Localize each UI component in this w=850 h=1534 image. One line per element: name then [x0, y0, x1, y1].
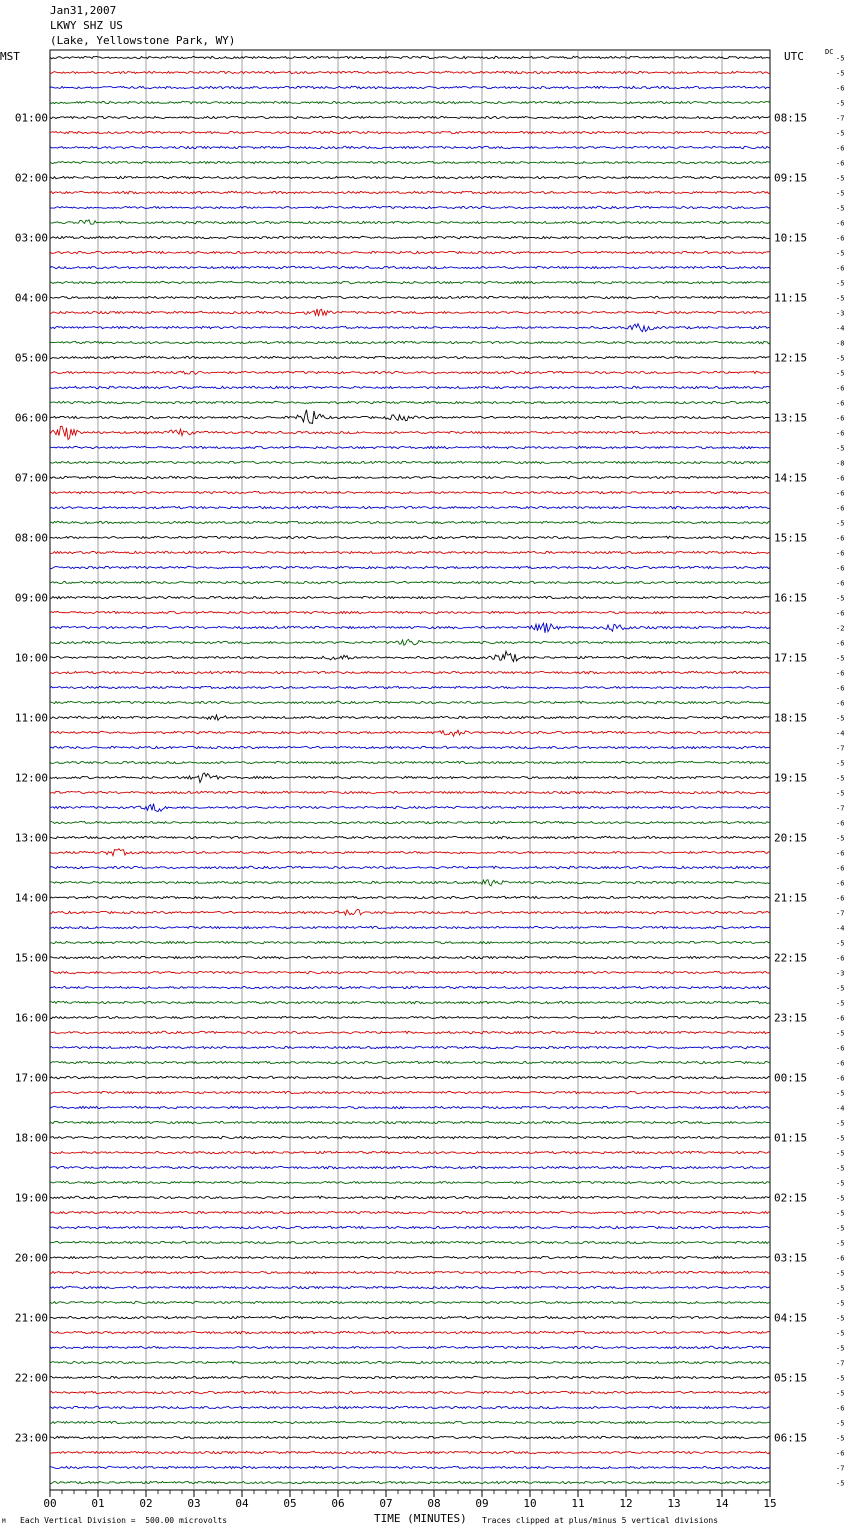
left-hour-label: 14:00: [14, 891, 48, 905]
dc-offset-label: -6: [836, 399, 845, 408]
x-tick-label: 15: [763, 1497, 777, 1510]
dc-offset-label: -6: [836, 819, 845, 828]
seismic-trace: [50, 551, 770, 553]
dc-offset-label: -5: [836, 1329, 845, 1338]
right-hour-label: 11:15: [774, 291, 808, 305]
dc-offset-label: -7: [836, 744, 845, 753]
header-location: (Lake, Yellowstone Park, WY): [50, 34, 236, 47]
left-hour-label: 19:00: [14, 1191, 48, 1205]
dc-offset-label: -5: [836, 174, 845, 183]
dc-offset-label: -5: [836, 834, 845, 843]
seismic-trace: [50, 1016, 770, 1018]
seismic-trace: [50, 161, 770, 163]
seismic-trace: [50, 1391, 770, 1393]
left-hour-label: 07:00: [14, 471, 48, 485]
right-hour-label: 03:15: [774, 1251, 808, 1265]
seismic-trace: [50, 1361, 770, 1364]
dc-offset-label: -6: [836, 489, 845, 498]
dc-offset-label: -3: [836, 309, 845, 318]
dc-offset-label: -5: [836, 1224, 845, 1233]
seismic-trace: [50, 941, 770, 944]
dc-offset-label: -5: [836, 1134, 845, 1143]
dc-offset-label: -7: [836, 114, 845, 123]
dc-offset-label: -5: [836, 444, 845, 453]
left-hour-label: 22:00: [14, 1371, 48, 1385]
seismic-trace: [50, 236, 770, 238]
seismic-trace: [50, 611, 770, 614]
seismic-trace: [50, 446, 770, 449]
seismic-trace: [50, 701, 770, 704]
dc-offset-label: -5: [836, 1089, 845, 1098]
seismic-trace: [50, 356, 770, 358]
dc-offset-label: -5: [836, 1434, 845, 1443]
seismic-trace: [50, 1241, 770, 1243]
dc-label: DC: [825, 48, 834, 56]
seismic-trace: [50, 266, 770, 268]
seismic-trace: [50, 880, 770, 886]
dc-offset-label: -5: [836, 69, 845, 78]
right-hour-label: 20:15: [774, 831, 808, 845]
seismic-trace: [50, 909, 770, 915]
seismic-trace: [50, 506, 770, 509]
seismic-trace: [50, 791, 770, 793]
seismic-trace: [50, 1406, 770, 1408]
dc-offset-label: -6: [836, 474, 845, 483]
dc-offset-label: -6: [836, 1059, 845, 1068]
dc-offset-label: -5: [836, 249, 845, 258]
left-hour-label: 17:00: [14, 1071, 48, 1085]
seismic-trace: [50, 1001, 770, 1004]
dc-offset-label: -6: [836, 669, 845, 678]
vertical-scale-note: Each Vertical Division = 500.00 microvolts: [20, 1516, 228, 1525]
seismic-trace: [50, 623, 770, 633]
seismic-trace: [50, 251, 770, 253]
seismic-trace: [50, 926, 770, 928]
seismic-trace: [50, 1031, 770, 1034]
dc-offset-label: -6: [836, 849, 845, 858]
seismic-trace: [50, 220, 770, 224]
dc-offset-label: -6: [836, 579, 845, 588]
seismic-trace: [50, 86, 770, 89]
dc-offset-label: -6: [836, 1014, 845, 1023]
seismic-trace: [50, 1046, 770, 1048]
dc-offset-label: -5: [836, 369, 845, 378]
seismic-trace: [50, 491, 770, 493]
dc-offset-label: -4: [836, 1104, 845, 1113]
dc-offset-label: -5: [836, 519, 845, 528]
left-hour-label: 05:00: [14, 351, 48, 365]
seismic-trace: [50, 971, 770, 973]
seismic-trace: [50, 730, 770, 736]
seismic-trace: [50, 1166, 770, 1169]
seismic-trace: [50, 371, 770, 374]
dc-offset-label: -5: [836, 354, 845, 363]
dc-offset-label: -4: [836, 924, 845, 933]
right-hour-label: 09:15: [774, 171, 808, 185]
dc-offset-label: -6: [836, 1404, 845, 1413]
dc-offset-label: -5: [836, 1419, 845, 1428]
dc-offset-label: -5: [836, 714, 845, 723]
dc-offset-label: -5: [836, 1164, 845, 1173]
dc-offset-label: -6: [836, 699, 845, 708]
dc-offset-label: -5: [836, 594, 845, 603]
seismic-trace: [50, 566, 770, 568]
seismic-trace: [50, 651, 770, 661]
dc-offset-label: -5: [836, 984, 845, 993]
dc-offset-label: -5: [836, 189, 845, 198]
dc-offset-label: -5: [836, 204, 845, 213]
seismic-trace: [50, 671, 770, 674]
seismic-trace: [50, 1211, 770, 1213]
x-tick-label: 11: [571, 1497, 585, 1510]
dc-offset-label: -5: [836, 1119, 845, 1128]
seismic-trace: [50, 1106, 770, 1109]
dc-offset-label: -5: [836, 789, 845, 798]
dc-offset-label: -6: [836, 84, 845, 93]
seismic-trace: [50, 761, 770, 763]
seismic-trace: [50, 596, 770, 598]
dc-offset-label: -5: [836, 129, 845, 138]
dc-offset-label: -6: [836, 429, 845, 438]
dc-offset-label: -7: [836, 1359, 845, 1368]
dc-offset-label: -5: [836, 1209, 845, 1218]
dc-offset-label: -6: [836, 504, 845, 513]
left-hour-label: 21:00: [14, 1311, 48, 1325]
dc-offset-label: -6: [836, 954, 845, 963]
seismic-trace: [50, 956, 770, 958]
right-timezone-label: UTC: [784, 50, 804, 63]
x-tick-label: 01: [91, 1497, 105, 1510]
seismic-trace: [50, 821, 770, 823]
seismic-trace: [50, 1076, 770, 1078]
seismic-trace: [50, 1136, 770, 1138]
dc-offset-label: -6: [836, 639, 845, 648]
dc-offset-label: -5: [836, 1479, 845, 1488]
seismic-trace: [50, 101, 770, 103]
left-hour-label: 08:00: [14, 531, 48, 545]
x-tick-label: 12: [619, 1497, 633, 1510]
dc-offset-label: -5: [836, 279, 845, 288]
header-station: LKWY SHZ US: [50, 19, 123, 32]
dc-offset-label: -6: [836, 234, 845, 243]
seismic-trace: [50, 324, 770, 332]
seismic-trace: [50, 521, 770, 523]
dc-offset-label: -5: [836, 1194, 845, 1203]
seismic-trace: [50, 401, 770, 403]
right-hour-label: 12:15: [774, 351, 808, 365]
dc-offset-label: -5: [836, 1344, 845, 1353]
seismic-trace: [50, 1121, 770, 1123]
right-hour-label: 16:15: [774, 591, 808, 605]
seismic-trace: [50, 131, 770, 133]
seismic-trace: [50, 1061, 770, 1063]
dc-offset-label: -5: [836, 1314, 845, 1323]
left-hour-label: 13:00: [14, 831, 48, 845]
left-hour-label: 16:00: [14, 1011, 48, 1025]
right-hour-label: 13:15: [774, 411, 808, 425]
left-hour-label: 10:00: [14, 651, 48, 665]
seismic-trace: [50, 1091, 770, 1093]
right-hour-label: 17:15: [774, 651, 808, 665]
x-tick-label: 00: [43, 1497, 57, 1510]
dc-offset-label: -6: [836, 864, 845, 873]
seismic-trace: [50, 866, 770, 869]
right-hour-label: 21:15: [774, 891, 808, 905]
seismic-trace: [50, 1181, 770, 1183]
seismic-trace: [50, 309, 770, 316]
seismic-trace: [50, 116, 770, 119]
left-hour-label: 04:00: [14, 291, 48, 305]
x-axis-title: TIME (MINUTES): [374, 1512, 467, 1525]
left-hour-label: 01:00: [14, 111, 48, 125]
dc-offset-label: -7: [836, 1464, 845, 1473]
left-hour-label: 12:00: [14, 771, 48, 785]
dc-offset-label: -5: [836, 1179, 845, 1188]
dc-offset-label: -7: [836, 804, 845, 813]
right-hour-label: 08:15: [774, 111, 808, 125]
dc-offset-label: -5: [836, 1149, 845, 1158]
x-tick-label: 13: [667, 1497, 681, 1510]
left-hour-label: 02:00: [14, 171, 48, 185]
seismic-trace: [50, 1256, 770, 1258]
right-hour-label: 06:15: [774, 1431, 808, 1445]
seismic-trace: [50, 296, 770, 298]
plot-frame: [50, 50, 770, 1490]
dc-offset-label: -6: [836, 1449, 845, 1458]
seismic-trace: [50, 1286, 770, 1288]
seismic-trace: [50, 410, 770, 424]
seismic-trace: [50, 1271, 770, 1274]
right-hour-label: 01:15: [774, 1131, 808, 1145]
dc-offset-label: -6: [836, 894, 845, 903]
left-hour-label: 09:00: [14, 591, 48, 605]
right-hour-label: 19:15: [774, 771, 808, 785]
x-tick-label: 05: [283, 1497, 297, 1510]
seismic-trace: [50, 461, 770, 463]
right-hour-label: 02:15: [774, 1191, 808, 1205]
x-tick-label: 14: [715, 1497, 729, 1510]
seismic-trace: [50, 686, 770, 688]
seismic-trace: [50, 1301, 770, 1303]
dc-offset-label: -5: [836, 1284, 845, 1293]
seismic-trace: [50, 341, 770, 344]
corner-mark: M: [2, 1518, 6, 1525]
dc-offset-label: -6: [836, 414, 845, 423]
left-timezone-label: MST: [0, 50, 20, 63]
dc-offset-label: -4: [836, 324, 845, 333]
seismic-trace: [50, 1316, 770, 1319]
seismic-trace: [50, 1481, 770, 1484]
dc-offset-label: -6: [836, 684, 845, 693]
dc-offset-label: -6: [836, 384, 845, 393]
x-tick-label: 07: [379, 1497, 393, 1510]
dc-offset-label: -5: [836, 294, 845, 303]
seismic-trace: [50, 581, 770, 583]
right-hour-label: 23:15: [774, 1011, 808, 1025]
dc-offset-label: -5: [836, 1374, 845, 1383]
dc-offset-label: -5: [836, 999, 845, 1008]
dc-offset-label: -2: [836, 624, 845, 633]
dc-offset-label: -5: [836, 654, 845, 663]
dc-offset-label: -8: [836, 459, 845, 468]
seismic-trace: [50, 836, 770, 839]
dc-offset-label: -6: [836, 1254, 845, 1263]
x-tick-label: 04: [235, 1497, 249, 1510]
seismic-trace: [50, 1436, 770, 1438]
dc-offset-label: -6: [836, 219, 845, 228]
seismic-trace: [50, 849, 770, 856]
seismic-trace: [50, 1421, 770, 1424]
seismic-trace: [50, 1226, 770, 1228]
dc-offset-label: -5: [836, 1299, 845, 1308]
seismic-trace: [50, 1331, 770, 1334]
dc-offset-label: -5: [836, 759, 845, 768]
dc-offset-label: -6: [836, 159, 845, 168]
header-date: Jan31,2007: [50, 4, 117, 17]
dc-offset-label: -6: [836, 144, 845, 153]
dc-offset-label: -5: [836, 1029, 845, 1038]
seismic-trace: [50, 426, 770, 439]
seismic-trace: [50, 639, 770, 645]
left-hour-label: 18:00: [14, 1131, 48, 1145]
dc-offset-label: -5: [836, 1389, 845, 1398]
left-hour-label: 15:00: [14, 951, 48, 965]
dc-offset-label: -5: [836, 1269, 845, 1278]
left-hour-label: 06:00: [14, 411, 48, 425]
x-tick-label: 09: [475, 1497, 489, 1510]
right-hour-label: 05:15: [774, 1371, 808, 1385]
dc-offset-label: -6: [836, 1044, 845, 1053]
seismic-trace: [50, 146, 770, 148]
seismic-trace: [50, 715, 770, 720]
left-hour-label: 23:00: [14, 1431, 48, 1445]
seismic-trace: [50, 191, 770, 194]
seismic-trace: [50, 804, 770, 812]
right-hour-label: 10:15: [774, 231, 808, 245]
dc-offset-label: -5: [836, 1239, 845, 1248]
dc-offset-label: -3: [836, 969, 845, 978]
seismic-trace: [50, 1346, 770, 1348]
x-tick-label: 02: [139, 1497, 153, 1510]
seismic-trace: [50, 536, 770, 539]
dc-offset-label: -6: [836, 549, 845, 558]
seismic-trace: [50, 386, 770, 389]
x-tick-label: 06: [331, 1497, 345, 1510]
dc-offset-label: -5: [836, 774, 845, 783]
dc-offset-label: -8: [836, 339, 845, 348]
seismic-trace: [50, 1376, 770, 1378]
dc-offset-label: -7: [836, 909, 845, 918]
x-tick-label: 08: [427, 1497, 441, 1510]
dc-offset-label: -6: [836, 264, 845, 273]
dc-offset-label: -6: [836, 534, 845, 543]
x-tick-label: 03: [187, 1497, 201, 1510]
seismic-trace: [50, 1151, 770, 1154]
dc-offset-label: -6: [836, 609, 845, 618]
seismic-trace: [50, 1466, 770, 1468]
seismic-trace: [50, 986, 770, 988]
x-tick-label: 10: [523, 1497, 537, 1510]
dc-offset-label: -5: [836, 939, 845, 948]
dc-offset-label: -6: [836, 1074, 845, 1083]
seismic-trace: [50, 71, 770, 73]
left-hour-label: 03:00: [14, 231, 48, 245]
seismic-trace: [50, 476, 770, 478]
seismic-trace: [50, 281, 770, 284]
seismic-trace: [50, 896, 770, 898]
right-hour-label: 15:15: [774, 531, 808, 545]
dc-offset-label: -5: [836, 54, 845, 63]
seismic-trace: [50, 1196, 770, 1199]
dc-offset-label: -5: [836, 99, 845, 108]
seismic-trace: [50, 746, 770, 748]
dc-offset-label: -6: [836, 879, 845, 888]
left-hour-label: 20:00: [14, 1251, 48, 1265]
seismic-trace: [50, 56, 770, 58]
right-hour-label: 22:15: [774, 951, 808, 965]
seismic-trace: [50, 773, 770, 782]
seismic-trace: [50, 176, 770, 179]
dc-offset-label: -6: [836, 564, 845, 573]
seismic-trace: [50, 1451, 770, 1453]
left-hour-label: 11:00: [14, 711, 48, 725]
dc-offset-label: -4: [836, 729, 845, 738]
seismic-trace: [50, 206, 770, 208]
clip-note: Traces clipped at plus/minus 5 vertical divisions: [482, 1516, 719, 1525]
right-hour-label: 00:15: [774, 1071, 808, 1085]
right-hour-label: 04:15: [774, 1311, 808, 1325]
right-hour-label: 18:15: [774, 711, 808, 725]
right-hour-label: 14:15: [774, 471, 808, 485]
